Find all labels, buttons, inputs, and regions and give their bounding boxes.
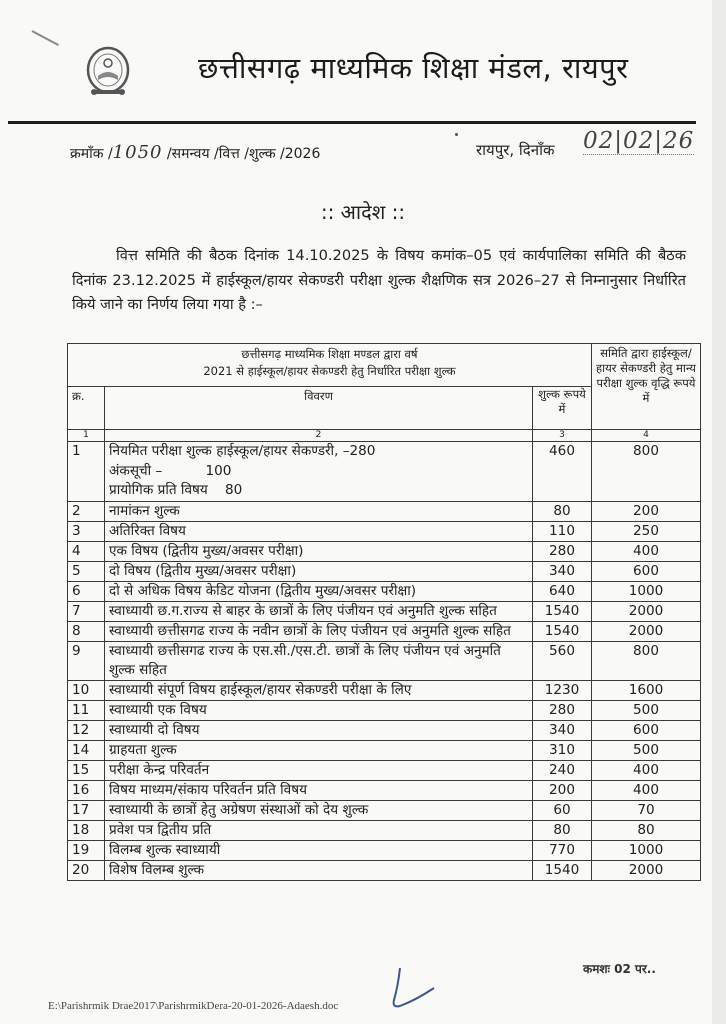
new-fee-header: समिति द्वारा हाईस्कूल/ हायर सेकण्डरी हेतु मान्य परीक्षा शुल्क वृद्धि रूपये में <box>592 344 701 430</box>
row-desc-line-3: प्रायोगिक प्रति विषय 80 <box>109 482 243 498</box>
row-sno: 18 <box>68 820 105 840</box>
table-row <box>68 521 701 541</box>
row-sno: 5 <box>68 561 105 581</box>
row-new-fee: 400 <box>592 780 701 800</box>
row-old-fee: 460 <box>533 442 592 502</box>
col-index-2: 2 <box>105 430 533 442</box>
row-desc: स्वाध्यायी छ.ग.राज्य से बाहर के छात्रों के लिए पंजीयन एवं अनुमति शुल्क सहित <box>105 601 533 621</box>
table-row <box>68 541 701 561</box>
group-header-line-2: 2021 से हाईस्कूल/हायर सेकण्डरी हेतु निर्धारित परीक्षा शुल्क <box>203 364 456 378</box>
row-desc: दो से अधिक विषय केडिट योजना (द्वितीय मुख्य/अवसर परीक्षा) <box>105 581 533 601</box>
table-row <box>68 780 701 800</box>
row-old-fee: 60 <box>533 800 592 820</box>
row-desc: स्वाध्यायी छत्तीसगढ राज्य के नवीन छात्रों के लिए पंजीयन एवं अनुमति शुल्क सहित <box>105 621 533 641</box>
col-index-4: 4 <box>592 430 701 442</box>
row-old-fee: 310 <box>533 740 592 760</box>
row-new-fee: 500 <box>592 740 701 760</box>
ink-dot <box>455 133 458 136</box>
row-desc: ग्राहयता शुल्क <box>105 740 533 760</box>
place-date-label: रायपुर, दिनाँक <box>476 141 555 159</box>
row-new-fee: 250 <box>592 521 701 541</box>
table-row <box>68 601 701 621</box>
row-old-fee: 560 <box>533 641 592 680</box>
table-row <box>68 820 701 840</box>
continued-note: कमशः 02 पर.. <box>583 962 656 976</box>
ref-number-handwritten: 1050 <box>112 142 163 163</box>
row-desc: विशेष विलम्ब शुल्क <box>105 860 533 880</box>
table-row <box>68 860 701 880</box>
reference-number <box>70 142 320 163</box>
row-new-fee: 2000 <box>592 860 701 880</box>
table-group-header-row <box>68 344 701 387</box>
row-desc: स्वाध्यायी के छात्रों हेतु अग्रेषण संस्थाओं को देय शुल्क <box>105 800 533 820</box>
row-desc: अतिरिक्त विषय <box>105 521 533 541</box>
table-row <box>68 621 701 641</box>
table-row <box>68 561 701 581</box>
row-old-fee: 340 <box>533 720 592 740</box>
order-heading: :: आदेश :: <box>320 200 406 224</box>
table-index-row <box>68 430 701 442</box>
row-sno: 4 <box>68 541 105 561</box>
row-desc: स्वाध्यायी छत्तीसगढ राज्य के एस.सी./एस.टी. छात्रों के लिए पंजीयन एवं अनुमति शुल्क सहित <box>105 641 533 680</box>
row-new-fee: 2000 <box>592 601 701 621</box>
page-edge <box>712 0 726 1024</box>
row-old-fee: 200 <box>533 780 592 800</box>
row-desc: स्वाध्यायी एक विषय <box>105 700 533 720</box>
row-old-fee: 240 <box>533 760 592 780</box>
intro-paragraph: वित्त समिति की बैठक दिनांक 14.10.2025 के विषय कमांक–05 एवं कार्यपालिका समिति की बैठक दिनांक 23.12.2025 में हाईस्कूल/हायर सेकण्डरी परीक्षा शुल्क शैक्षणिक सत्र 2026–27 से निम्नानुसार निर्धारित किये जाने का निर्णय लिया गया है :– <box>72 247 686 313</box>
table-row <box>68 680 701 700</box>
row-sno: 19 <box>68 840 105 860</box>
row-old-fee: 110 <box>533 521 592 541</box>
row-new-fee: 500 <box>592 700 701 720</box>
row-desc: स्वाध्यायी संपूर्ण विषय हाईस्कूल/हायर सेकण्डरी परीक्षा के लिए <box>105 680 533 700</box>
table-row <box>68 740 701 760</box>
row-sno: 9 <box>68 641 105 680</box>
table-row <box>68 720 701 740</box>
row-sno: 7 <box>68 601 105 621</box>
org-title: छत्तीसगढ़ माध्यमिक शिक्षा मंडल, रायपुर <box>198 51 629 85</box>
row-desc <box>105 442 533 502</box>
row-desc: विलम्ब शुल्क स्वाध्यायी <box>105 840 533 860</box>
row-new-fee: 600 <box>592 561 701 581</box>
row-sno: 15 <box>68 760 105 780</box>
col-index-1: 1 <box>68 430 105 442</box>
row-new-fee: 2000 <box>592 621 701 641</box>
row-new-fee: 400 <box>592 541 701 561</box>
row-desc: दो विषय (द्वितीय मुख्य/अवसर परीक्षा) <box>105 561 533 581</box>
row-new-fee: 600 <box>592 720 701 740</box>
row-sno: 20 <box>68 860 105 880</box>
row-new-fee: 80 <box>592 820 701 840</box>
row-new-fee: 200 <box>592 501 701 521</box>
row-old-fee: 280 <box>533 700 592 720</box>
row-sno: 12 <box>68 720 105 740</box>
row-old-fee: 1540 <box>533 621 592 641</box>
row-desc-line-2: अंकसूची – 100 <box>109 462 232 479</box>
header-divider <box>8 121 696 124</box>
table-row <box>68 501 701 521</box>
table-row <box>68 641 701 680</box>
row-desc: नामांकन शुल्क <box>105 501 533 521</box>
col-header-fee: शुल्क रूपये में <box>533 387 592 430</box>
group-header-line-1: छत्तीसगढ़ माध्यमिक शिक्षा मण्डल द्वारा वर्ष <box>241 347 418 361</box>
row-old-fee: 1540 <box>533 601 592 621</box>
table-row <box>68 700 701 720</box>
file-path-footer: E:\Parishrmik Drae2017\ParishrmikDera-20-01-2026-Adaesh.doc <box>48 1000 339 1012</box>
row-old-fee: 1230 <box>533 680 592 700</box>
handwritten-signature-icon <box>388 966 438 1010</box>
col-header-desc: विवरण <box>105 387 533 430</box>
table-row <box>68 442 701 502</box>
row-sno: 3 <box>68 521 105 541</box>
table-row <box>68 760 701 780</box>
row-old-fee: 1540 <box>533 860 592 880</box>
row-new-fee: 70 <box>592 800 701 820</box>
group-header <box>68 344 592 387</box>
row-sno: 14 <box>68 740 105 760</box>
row-sno: 2 <box>68 501 105 521</box>
row-old-fee: 280 <box>533 541 592 561</box>
row-desc: स्वाध्यायी दो विषय <box>105 720 533 740</box>
row-sno: 11 <box>68 700 105 720</box>
row-old-fee: 80 <box>533 501 592 521</box>
ref-prefix: क्रमाँक / <box>70 146 113 162</box>
row-old-fee: 80 <box>533 820 592 840</box>
col-index-3: 3 <box>533 430 592 442</box>
row-sno: 17 <box>68 800 105 820</box>
row-new-fee: 800 <box>592 641 701 680</box>
fee-table <box>67 343 701 881</box>
row-sno: 10 <box>68 680 105 700</box>
row-new-fee: 400 <box>592 760 701 780</box>
board-emblem-icon <box>86 46 130 102</box>
fee-rows <box>68 501 701 880</box>
ref-suffix: /समन्वय /वित्त /शुल्क /2026 <box>162 146 321 162</box>
row-old-fee: 640 <box>533 581 592 601</box>
row-old-fee: 340 <box>533 561 592 581</box>
row-sno: 6 <box>68 581 105 601</box>
row-sno: 1 <box>68 442 105 502</box>
handwritten-date: 02|02|26 <box>583 128 695 154</box>
row-desc: परीक्षा केन्द्र परिवर्तन <box>105 760 533 780</box>
row-sno: 8 <box>68 621 105 641</box>
table-row <box>68 800 701 820</box>
row-desc: एक विषय (द्वितीय मुख्य/अवसर परीक्षा) <box>105 541 533 561</box>
table-row <box>68 840 701 860</box>
row-new-fee: 1000 <box>592 581 701 601</box>
table-row <box>68 581 701 601</box>
row-new-fee: 1000 <box>592 840 701 860</box>
row-new-fee: 800 <box>592 442 701 502</box>
row-desc: विषय माध्यम/संकाय परिवर्तन प्रति विषय <box>105 780 533 800</box>
row-sno: 16 <box>68 780 105 800</box>
row-new-fee: 1600 <box>592 680 701 700</box>
row-desc: प्रवेश पत्र द्वितीय प्रति <box>105 820 533 840</box>
row-old-fee: 770 <box>533 840 592 860</box>
col-header-sno: क्र. <box>68 387 105 430</box>
row-desc-line-1: नियमित परीक्षा शुल्क हाईस्कूल/हायर सेकण्डरी, –280 <box>109 443 376 459</box>
